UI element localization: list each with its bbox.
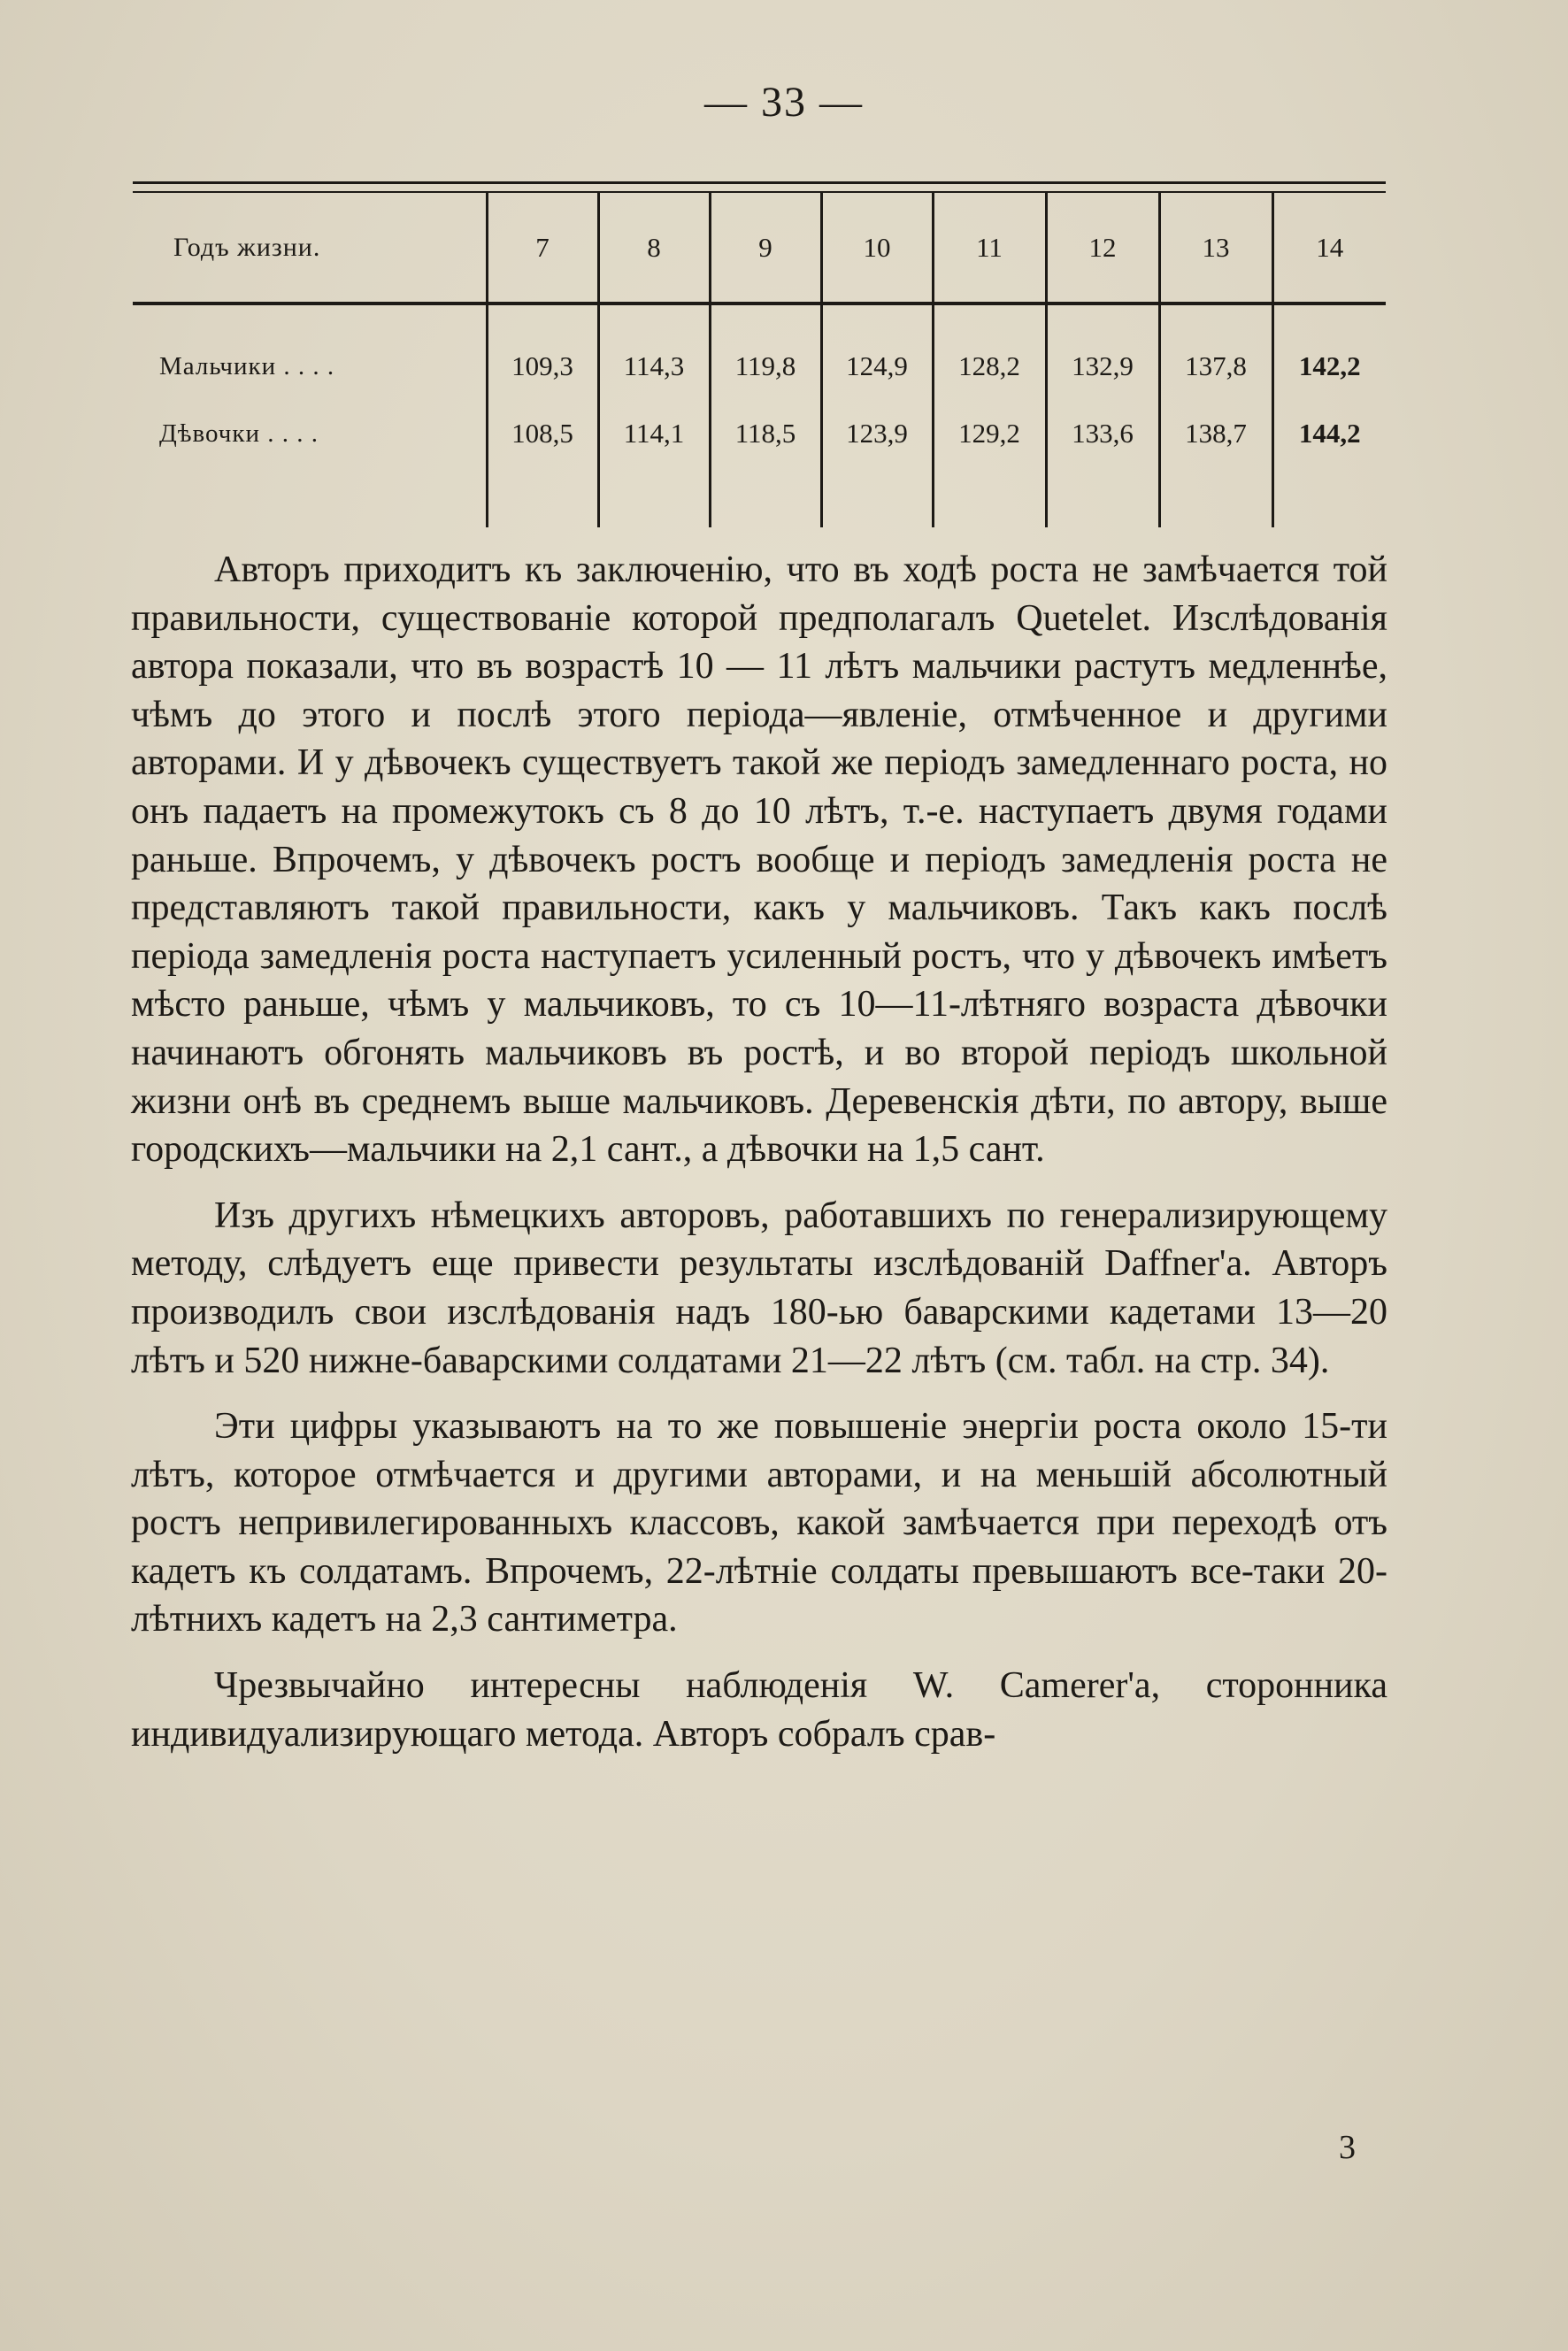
table-cell: 114,1 xyxy=(598,400,710,467)
table-cell: 119,8 xyxy=(710,333,821,400)
row-label-girls: Дѣвочки . . . . xyxy=(159,419,319,448)
table-spacer-row xyxy=(133,303,1386,333)
table-cell: 123,9 xyxy=(821,400,933,467)
year-header-cell: 9 xyxy=(710,193,821,303)
paragraph: Изъ другихъ нѣмецкихъ авторовъ, работавшихъ по генерализирующему методу, слѣдуетъ еще привести результаты изслѣдованій Daffner'а. Авторъ производилъ свои изслѣдованія надъ 180-ью баварскими кадетами 13—20 лѣтъ и 520 нижне-баварскими солдатами 21—22 лѣтъ (см. табл. на стр. 34). xyxy=(131,1195,1387,1381)
year-header-cell: 10 xyxy=(821,193,933,303)
table-cell: 129,2 xyxy=(933,400,1046,467)
growth-data-table xyxy=(133,193,1386,527)
table-row-girls xyxy=(133,400,1386,467)
table-cell: 142,2 xyxy=(1272,333,1386,400)
table-row-boys xyxy=(133,333,1386,400)
year-header-cell: 12 xyxy=(1046,193,1159,303)
table-cell: 137,8 xyxy=(1159,333,1272,400)
year-header-cell: 14 xyxy=(1272,193,1386,303)
year-header-cell: 13 xyxy=(1159,193,1272,303)
table-cell: 118,5 xyxy=(710,400,821,467)
year-header-cell: 8 xyxy=(598,193,710,303)
row-label-boys: Мальчики . . . . xyxy=(159,351,335,380)
table-cell: 133,6 xyxy=(1046,400,1159,467)
year-header-cell: 7 xyxy=(487,193,598,303)
table-top-rule xyxy=(133,181,1386,184)
page-number-header: — 33 — xyxy=(704,79,864,126)
table-cell: 114,3 xyxy=(598,333,710,400)
signature-mark: 3 xyxy=(1339,2129,1356,2166)
paragraph: Эти цифры указываютъ на то же повышеніе энергіи роста около 15-ти лѣтъ, которое отмѣчается и другими авторами, и на меньшій абсолютный ростъ непривилегированныхъ классовъ, какой замѣчается при переходѣ отъ кадетъ къ солдатамъ. Впрочемъ, 22-лѣтніе солдаты превышаютъ все-таки 20-лѣтнихъ кадетъ на 2,3 сантиметра. xyxy=(131,1406,1387,1640)
paragraph: Чрезвычайно интересны наблюденія W. Camerer'а, сторонника индивидуализирующаго метода. Авторъ собралъ срав- xyxy=(131,1665,1387,1755)
table-tail-row xyxy=(133,467,1386,527)
year-header-cell: 11 xyxy=(933,193,1046,303)
table-cell: 132,9 xyxy=(1046,333,1159,400)
year-label-header: Годъ жизни. xyxy=(173,233,321,262)
table-cell: 109,3 xyxy=(487,333,598,400)
table-header-row xyxy=(133,193,1386,303)
paragraph: Авторъ приходитъ къ заключенію, что въ ходѣ роста не замѣчается той правильности, существованіе которой предполагалъ Quetelet. Изслѣдованія автора показали, что въ возрастѣ 10 — 11 лѣтъ мальчики растутъ медленнѣе, чѣмъ до этого и послѣ этого періода—явленіе, отмѣченное и другими авторами. И у дѣвочекъ существуетъ такой же періодъ замедленнаго роста, но онъ падаетъ на промежутокъ съ 8 до 10 лѣтъ, т.-е. наступаетъ двумя годами раньше. Впрочемъ, у дѣвочекъ ростъ вообще и періодъ замедленія роста не представляютъ такой правильности, какъ у мальчиковъ. Такъ какъ послѣ періода замедленія роста наступаетъ усиленный ростъ, что у дѣвочекъ имѣетъ мѣсто раньше, чѣмъ у мальчиковъ, то съ 10—11-лѣтняго возраста дѣвочки начинаютъ обгонять мальчиковъ въ ростѣ, и во второй періодъ школьной жизни онѣ въ среднемъ выше мальчиковъ. Деревенскія дѣти, по автору, выше городскихъ—мальчики на 2,1 сант., а дѣвочки на 1,5 сант. xyxy=(131,549,1387,1171)
table-cell: 128,2 xyxy=(933,333,1046,400)
body-text xyxy=(131,546,1387,1758)
table-cell: 144,2 xyxy=(1272,400,1386,467)
table-cell: 108,5 xyxy=(487,400,598,467)
table-cell: 138,7 xyxy=(1159,400,1272,467)
table-cell: 124,9 xyxy=(821,333,933,400)
